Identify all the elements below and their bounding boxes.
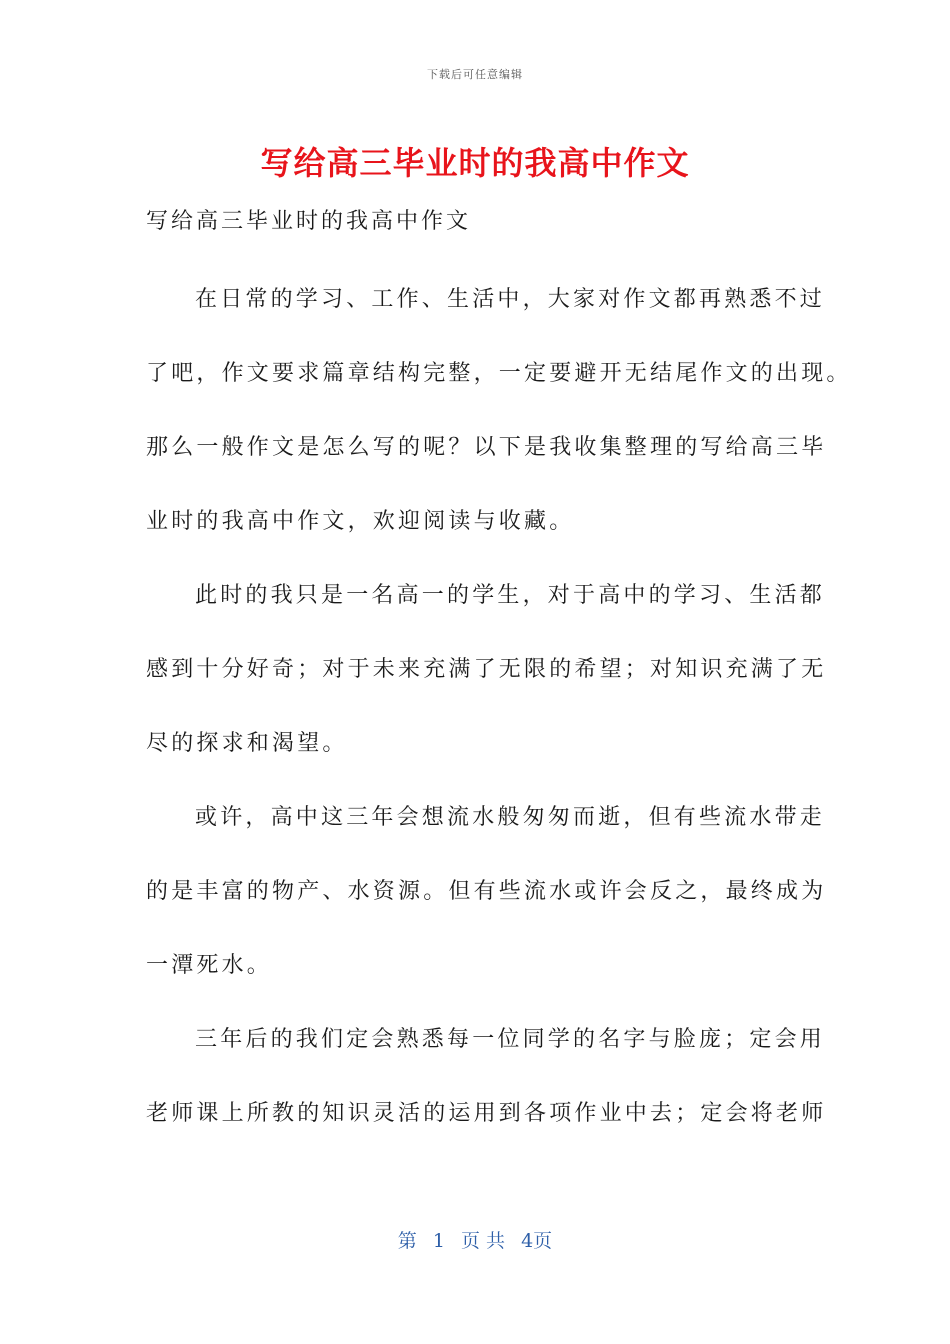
paragraph-line: 尽的探求和渴望。: [146, 731, 348, 756]
paragraph-line: 感到十分好奇；对于未来充满了无限的希望；对知识充满了无: [146, 657, 827, 682]
paragraph-line: 老师课上所教的知识灵活的运用到各项作业中去；定会将老师: [146, 1101, 827, 1126]
paragraph-line: 业时的我高中作文，欢迎阅读与收藏。: [146, 509, 575, 534]
paragraph-line: 了吧，作文要求篇章结构完整，一定要避开无结尾作文的出现。: [146, 361, 852, 386]
page-footer: [0, 1226, 950, 1253]
paragraph-line: 的是丰富的物产、水资源。但有些流水或许会反之，最终成为: [146, 879, 827, 904]
footer-current-page: 1: [432, 1230, 445, 1252]
paragraph-line: 三年后的我们定会熟悉每一位同学的名字与脸庞；定会用: [195, 1027, 826, 1052]
footer-label-of: 页 共: [461, 1230, 506, 1252]
footer-label-page: 第: [397, 1230, 417, 1252]
document-subtitle: 写给高三毕业时的我高中作文: [146, 209, 472, 234]
document-title: 写给高三毕业时的我高中作文: [260, 144, 690, 182]
paragraph-line: 或许，高中这三年会想流水般匆匆而逝，但有些流水带走: [195, 805, 826, 830]
paragraph-line: 一潭死水。: [146, 953, 273, 978]
paragraph-line: 那么一般作文是怎么写的呢？以下是我收集整理的写给高三毕: [146, 435, 827, 460]
page-header-note: 下载后可任意编辑: [427, 68, 523, 81]
footer-total-pages: 4页: [521, 1230, 553, 1252]
paragraph-line: 在日常的学习、工作、生活中，大家对作文都再熟悉不过: [195, 287, 826, 312]
paragraph-line: 此时的我只是一名高一的学生，对于高中的学习、生活都: [195, 583, 826, 608]
